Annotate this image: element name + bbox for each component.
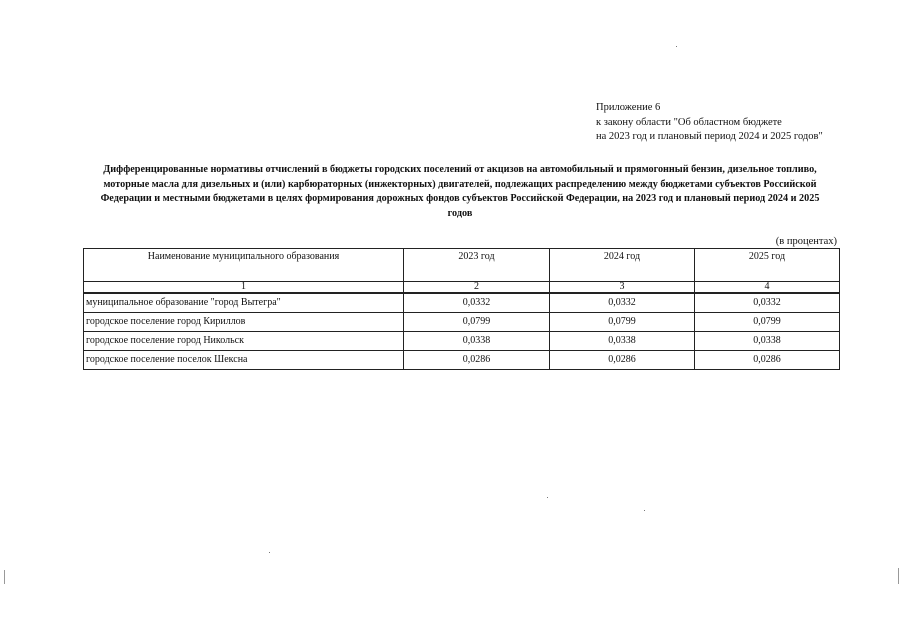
table-row xyxy=(84,332,840,351)
column-number: 1 xyxy=(84,282,404,294)
table-row xyxy=(84,351,840,370)
document-title: Дифференцированные нормативы отчислений в бюджеты городских поселений от акцизов на автомобильный и прямогонный бензин, дизельное топливо, моторные масла для дизельных и (или) карбюраторных (инжекторных) двигателей, подлежащих распределению между бюджетами субъектов Российской Федерации и местными бюджетами в целях формирования дорожных фондов субъектов Российской Федерации, на 2023 год и плановый период 2024 и 2025 годов xyxy=(100,164,820,219)
column-number: 4 xyxy=(695,282,840,294)
scan-speck xyxy=(644,510,645,511)
value-2023: 0,0332 xyxy=(404,293,550,313)
column-number: 3 xyxy=(550,282,695,294)
value-2024: 0,0332 xyxy=(550,293,695,313)
appendix-line-1: Приложение 6 xyxy=(596,102,661,113)
municipality-name: городское поселение поселок Шексна xyxy=(84,351,404,370)
municipality-name: городское поселение город Кириллов xyxy=(84,313,404,332)
column-number: 2 xyxy=(404,282,550,294)
value-2023: 0,0799 xyxy=(404,313,550,332)
table-row xyxy=(84,313,840,332)
scan-speck xyxy=(547,497,548,498)
header-municipality: Наименование муниципального образования xyxy=(84,249,404,282)
header-2024: 2024 год xyxy=(550,249,695,282)
value-2025: 0,0799 xyxy=(695,313,840,332)
norms-table xyxy=(83,248,840,370)
value-2023: 0,0286 xyxy=(404,351,550,370)
appendix-line-2: к закону области "Об областном бюджете xyxy=(596,116,782,128)
value-2024: 0,0338 xyxy=(550,332,695,351)
value-2025: 0,0286 xyxy=(695,351,840,370)
header-2023: 2023 год xyxy=(404,249,550,282)
table-row xyxy=(84,293,840,313)
scan-speck xyxy=(676,46,677,47)
value-2025: 0,0338 xyxy=(695,332,840,351)
header-2025: 2025 год xyxy=(695,249,840,282)
value-2025: 0,0332 xyxy=(695,293,840,313)
municipality-name: муниципальное образование "город Вытегра" xyxy=(84,293,404,313)
units-note: (в процентах) xyxy=(775,236,837,247)
value-2023: 0,0338 xyxy=(404,332,550,351)
municipality-name: городское поселение город Никольск xyxy=(84,332,404,351)
appendix-reference xyxy=(596,101,823,145)
value-2024: 0,0799 xyxy=(550,313,695,332)
value-2024: 0,0286 xyxy=(550,351,695,370)
scan-edge-mark xyxy=(898,568,899,584)
scan-edge-mark xyxy=(4,570,5,584)
appendix-line-3: на 2023 год и плановый период 2024 и 2025 годов" xyxy=(596,131,823,142)
scan-speck xyxy=(269,552,270,553)
table-header-row xyxy=(84,249,840,282)
column-number-row xyxy=(84,282,840,294)
